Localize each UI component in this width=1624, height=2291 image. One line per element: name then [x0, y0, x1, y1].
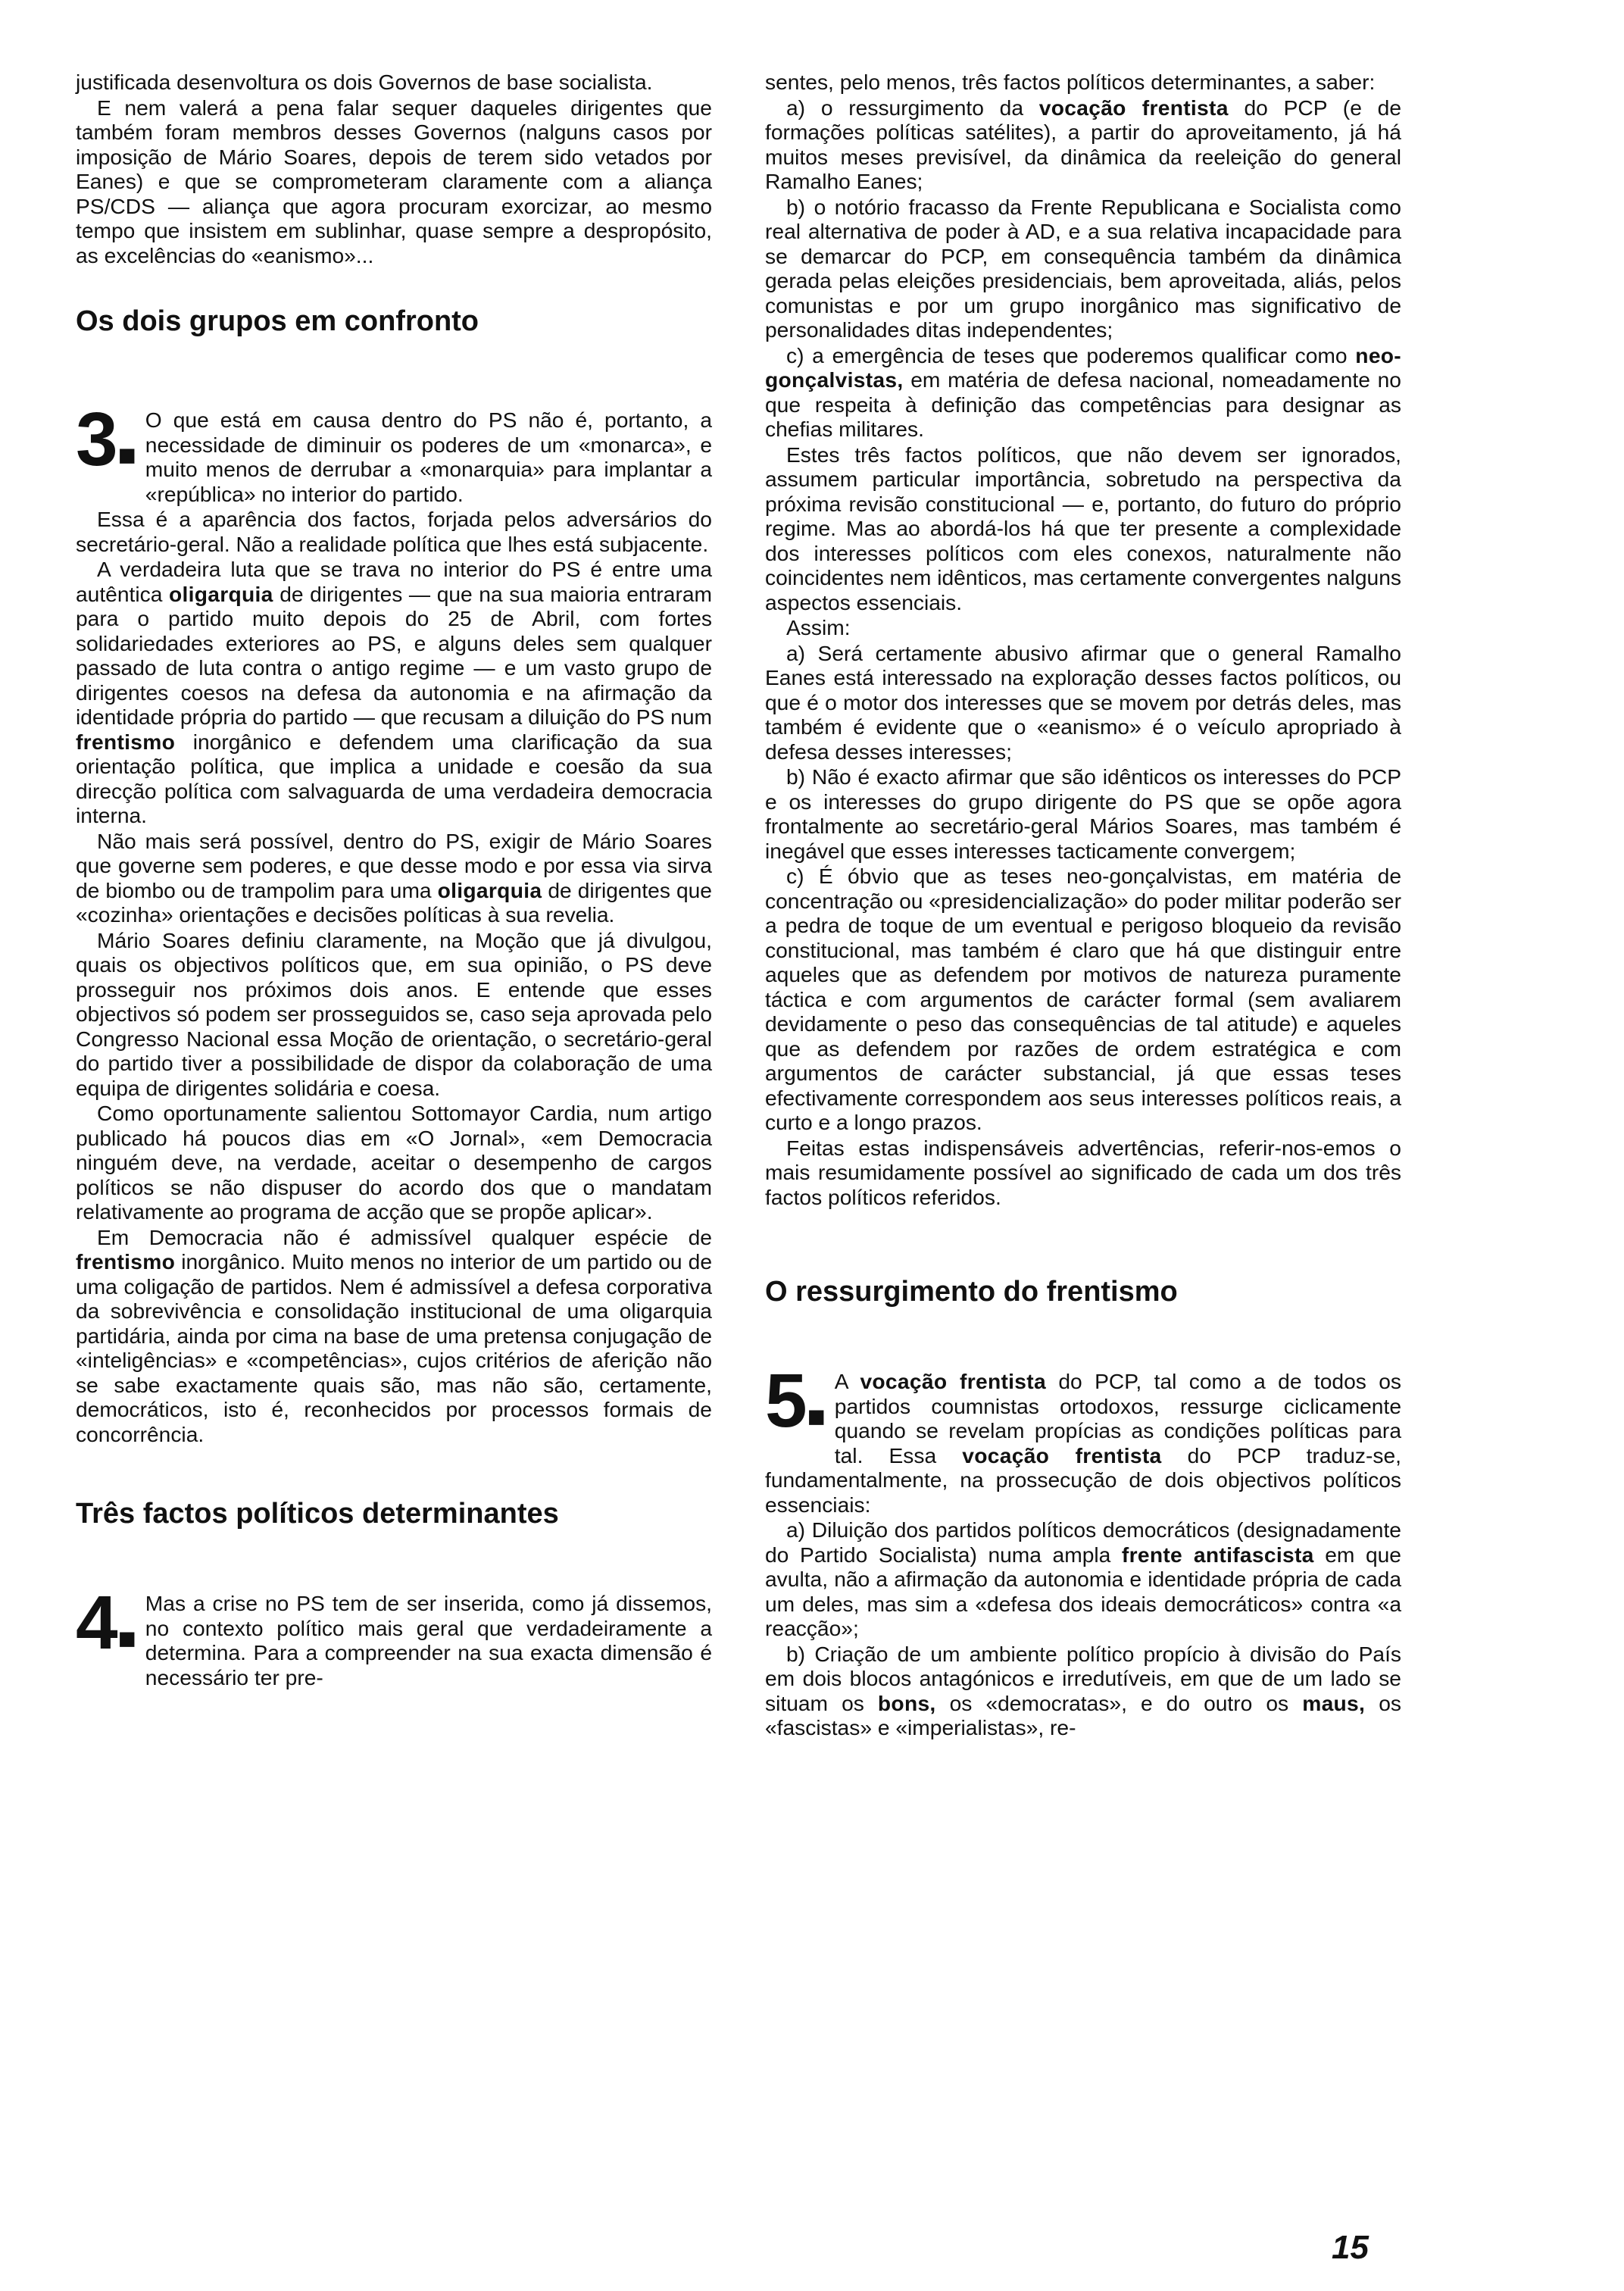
paragraph: Estes três factos políticos, que não devem ser ignorados, assumem particular importância, sobretudo na perspectiva da próxima revisão constitucional — e, portanto, do futuro do próprio regime. Mas ao abordá-los há que ter presente a complexidade dos interesses políticos com eles conexos, naturalmente não coincidentes nem idênticos, mas certamente convergentes nalguns aspectos essenciais. [765, 442, 1401, 614]
section-number: 4■ [76, 1580, 136, 1665]
paragraph: Essa é a aparência dos factos, forjada pelos adversários do secretário-geral. Não a realidade política que lhes está subjacente. [76, 507, 712, 556]
paragraph: justificada desenvoltura os dois Governos de base socialista. [76, 70, 653, 94]
paragraph: E nem valerá a pena falar sequer daqueles dirigentes que também foram membros desses Governos (nalguns casos por imposição de Mário Soares, depois de terem sido vetados por Eanes) e que se comprometeram claramente com a aliança PS/CDS — aliança que agora procuram exorcizar, ao mesmo tempo que insistem em sublinhar, quase sempre a despropósito, as excelências do «eanismo»... [76, 95, 712, 267]
bold-term: neo-gonçalvistas, [765, 342, 1401, 392]
paragraph: A vocação frentista do PCP, tal como a de todos os partidos coumnistas ortodoxos, ressurge ciclicamente quando se revelam propícias as condições políticas para tal. Essa vocação frentista do PCP traduz-se, fundamentalmente, na prossecução de dois objectivos políticos essenciais: [765, 1369, 1401, 1517]
paragraph: Assim: [786, 615, 851, 639]
bold-term: frentismo [76, 1249, 176, 1274]
section-number: 3■ [76, 397, 136, 482]
paragraph: Mário Soares definiu claramente, na Moção que já divulgou, quais os objectivos políticos que, em sua opinião, o PS deve prosseguir nos próximos dois anos. E entende que esses objectivos só podem ser prosseguidos se, caso seja aprovada pelo Congresso Nacional essa Moção de orientação, o secretário-geral do partido tiver a possibilidade de dispor da colaboração de uma equipa de dirigentes solidária e coesa. [76, 927, 712, 1100]
section-4 [76, 1580, 712, 1689]
paragraph: Mas a crise no PS tem de ser inserida, como já dissemos, no contexto político mais geral que verdadeiramente a determina. Para a compreender na sua exacta dimensão é necessário ter pre- [145, 1591, 712, 1689]
paragraph: a) Diluição dos partidos políticos democráticos (designadamente do Partido Socialista) numa ampla frente antifascista em que avulta, não a afirmação da autonomia e identidade própria de cada um deles, mas sim a «defesa dos ideais democráticos» contra «a reacção»; [765, 1517, 1401, 1640]
paragraph: c) a emergência de teses que poderemos qualificar como neo-gonçalvistas, em matéria de defesa nacional, nomeadamente no que respeita à definição das competências para designar as chefias militares. [765, 342, 1401, 441]
paragraph: c) É óbvio que as teses neo-gonçalvistas, em matéria de concentração ou «presidencialização» do poder militar poderão ser a pedra de toque de um eventual e perigoso bloqueio da revisão constitucional, mas também é claro que há que distinguir entre aqueles que as defendem por motivos de natureza puramente táctica e com argumentos de carácter formal (sem avaliarem devidamente o peso das consequências de tal atitude) e aqueles que as defendem por razões de ordem estratégica e com argumentos de carácter substancial, já que essas teses efectivamente correspondem aos seus interesses políticos reais, a curto e a longo prazos. [765, 864, 1401, 1134]
bold-term: bons, [877, 1690, 936, 1715]
bold-term: oligarquia [168, 581, 273, 606]
section-heading: Os dois grupos em confronto [76, 305, 479, 337]
left-column [76, 70, 712, 1690]
paragraph: Como oportunamente salientou Sottomayor Cardia, num artigo publicado há poucos dias em «O Jornal», «em Democracia ninguém deve, na verdade, aceitar o desempenho de cargos políticos se não dispuser do acordo dos que o mandatam relativamente ao programa de acção que se propõe aplicar». [76, 1101, 712, 1224]
paragraph: O que está em causa dentro do PS não é, portanto, a necessidade de diminuir os poderes de um «monarca», e muito menos de derrubar a «monarquia» para implantar a «república» no interior do partido. [145, 408, 712, 506]
bold-term: oligarquia [437, 877, 542, 902]
paragraph: b) Criação de um ambiente político propício à divisão do País em dois blocos antagónicos e irredutíveis, em que de um lado se situam os bons, os «democratas», e do outro os maus, os «fascistas» e «imperialistas», re- [765, 1641, 1401, 1739]
paragraph: a) o ressurgimento da vocação frentista do PCP (e de formações políticas satélites), a partir do aproveitamento, já há muitos meses previsível, da dinâmica da reeleição do general Ramalho Eanes; [765, 95, 1401, 193]
paragraph: b) o notório fracasso da Frente Republicana e Socialista como real alternativa de poder à AD, e a sua relativa incapacidade para se demarcar do PCP, em consequência também da dinâmica gerada pelas eleições presidenciais, bem aproveitada, aliás, pelos comunistas e por um grupo inorgânico mas significativo de personalidades ditas independentes; [765, 194, 1401, 342]
bold-term: maus, [1302, 1690, 1366, 1715]
paragraph: b) Não é exacto afirmar que são idênticos os interesses do PCP e os interesses do grupo dirigente do PS que se opõe agora frontalmente ao secretário-geral Mários Soares, mas também é inegável que esses interesses tacticamente convergem; [765, 764, 1401, 863]
section-3 [76, 397, 712, 506]
paragraph: sentes, pelo menos, três factos políticos determinantes, a saber: [765, 70, 1376, 94]
section-5 [765, 1358, 1401, 1517]
paragraph: Feitas estas indispensáveis advertências, referir-nos-emos o mais resumidamente possível ao significado de cada um dos três factos políticos referidos. [765, 1135, 1401, 1209]
paragraph: a) Será certamente abusivo afirmar que o general Ramalho Eanes está interessado na exploração desses factos políticos, ou que é o motor dos interesses que se movem por detrás deles, mas também é evidente que o «eanismo» é o veículo apropriado à defesa desses interesses; [765, 640, 1401, 764]
paragraph: Não mais será possível, dentro do PS, exigir de Mário Soares que governe sem poderes, e que desse modo e por essa via sirva de biombo ou de trampolim para uma oligarquia de dirigentes que «cozinha» orientações e decisões políticas à sua revelia. [76, 828, 712, 927]
right-column [765, 70, 1401, 1741]
paragraph: Em Democracia não é admissível qualquer espécie de frentismo inorgânico. Muito menos no interior de um partido ou de uma coligação de partidos. Nem é admissível a defesa corporativa da sobrevivência e consolidação institucional de uma oligarquia partidária, ainda por cima na base de uma pretensa conjugação de «inteligências» e «competências», cujos critérios de aferição não se sabe exactamente quais são, mas não são, certamente, democráticos, isto é, reconhecidos por processos formais de concorrência. [76, 1224, 712, 1446]
bold-term: vocação frentista [860, 1369, 1046, 1393]
section-number: 5■ [765, 1358, 826, 1443]
bold-term: frente antifascista [1121, 1542, 1314, 1567]
page-number: 15 [1332, 2229, 1369, 2266]
bold-term: frentismo [76, 729, 176, 754]
bold-term: vocação frentista [962, 1442, 1162, 1467]
section-heading: O ressurgimento do frentismo [765, 1276, 1178, 1308]
paragraph: A verdadeira luta que se trava no interior do PS é entre uma autêntica oligarquia de dirigentes — que na sua maioria entraram para o partido muito depois do 25 de Abril, com fortes solidariedades exteriores ao PS, e alguns deles sem qualquer passado de luta contra o antigo regime — e um vasto grupo de dirigentes coesos na defesa da autonomia e na afirmação da identidade própria do partido — que recusam a diluição do PS num frentismo inorgânico e defendem uma clarificação da sua orientação política, que implica a unidade e coesão da sua direcção política com salvaguarda de uma verdadeira democracia interna. [76, 557, 712, 827]
bold-term: vocação frentista [1038, 95, 1229, 120]
section-heading: Três factos políticos determinantes [76, 1498, 559, 1530]
